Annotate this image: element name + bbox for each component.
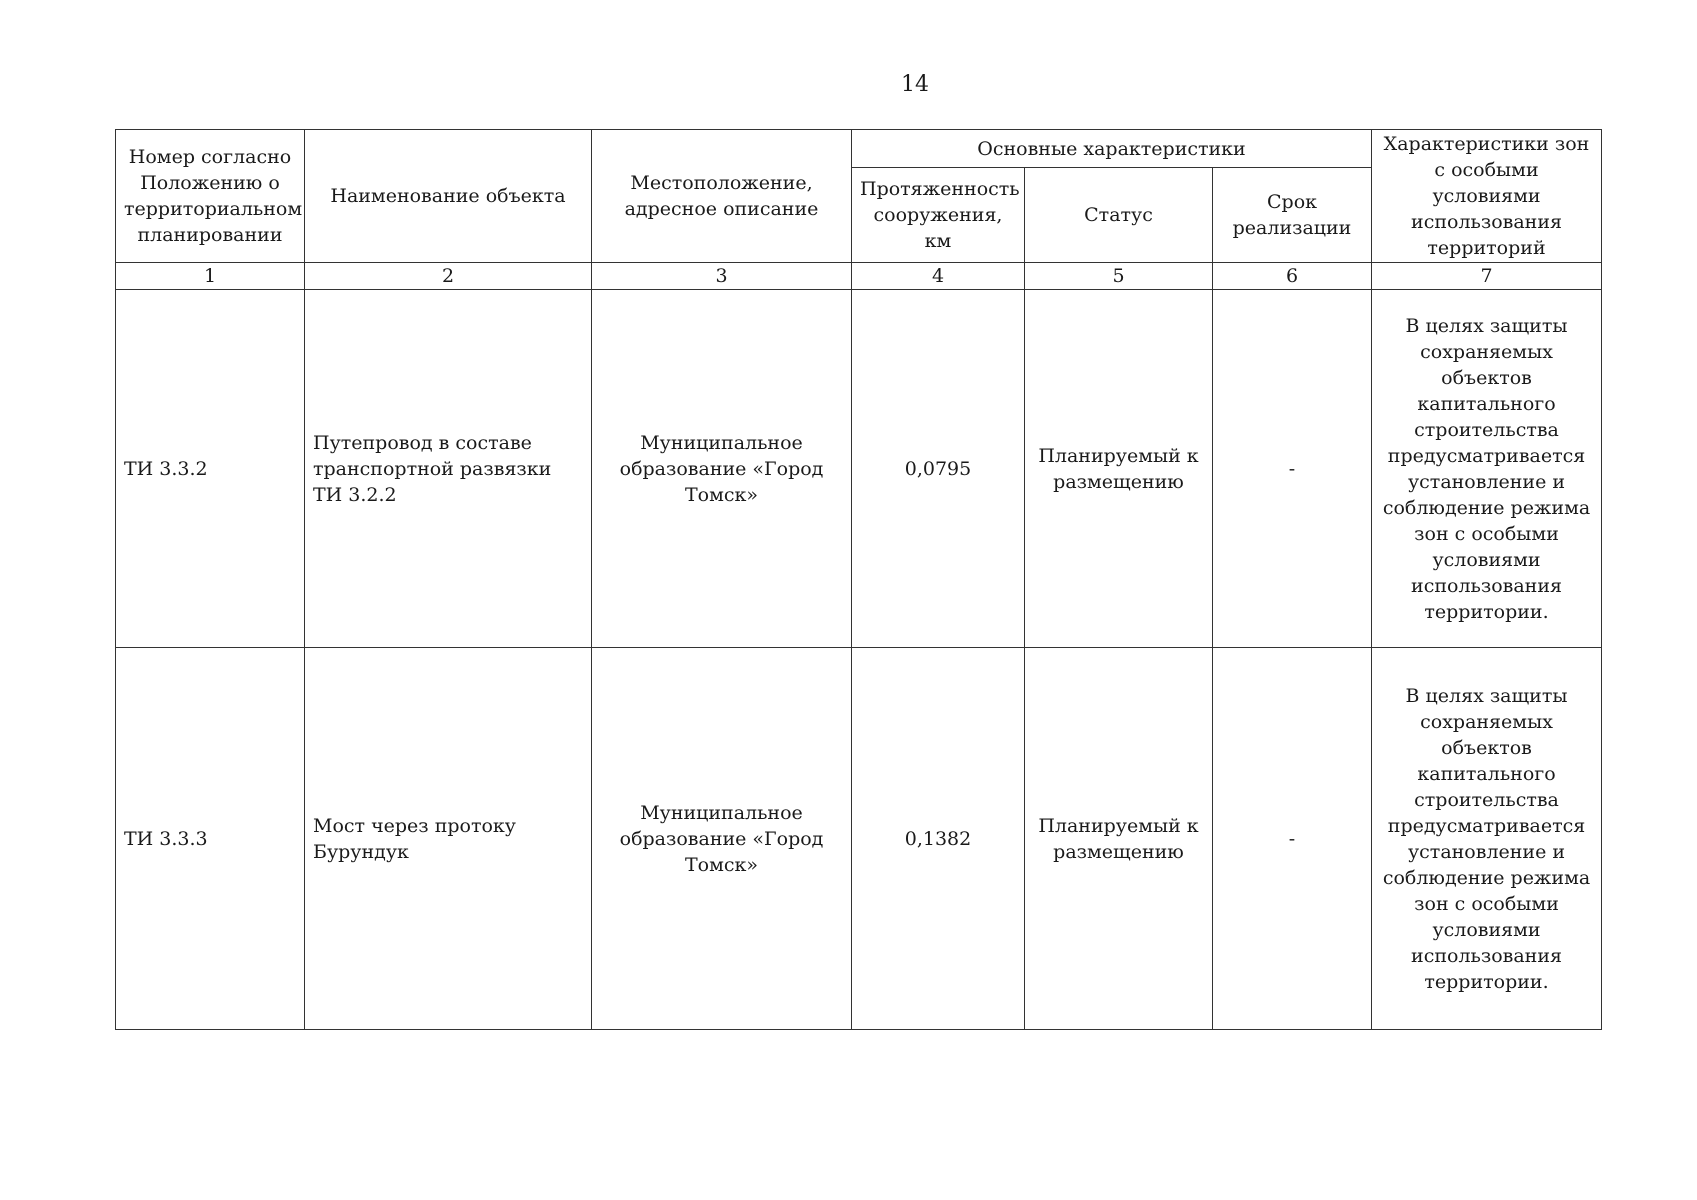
- object-name: Мост через протоку Бурундук: [305, 648, 592, 1030]
- column-number: 1: [116, 263, 305, 290]
- object-term: -: [1213, 290, 1372, 648]
- column-number: 5: [1025, 263, 1213, 290]
- column-number: 4: [852, 263, 1025, 290]
- column-number: 3: [592, 263, 852, 290]
- objects-table: [115, 129, 1602, 1030]
- object-status: Планируемый к размещению: [1025, 290, 1213, 648]
- header-term: Срок реализации: [1213, 168, 1372, 263]
- column-number: 6: [1213, 263, 1372, 290]
- header-main-characteristics: Основные характеристики: [852, 130, 1372, 168]
- column-numbers-row: [116, 263, 1602, 290]
- object-status: Планируемый к размещению: [1025, 648, 1213, 1030]
- table-row: [116, 648, 1602, 1030]
- object-location: Муниципальное образование «Город Томск»: [592, 290, 852, 648]
- object-name: Путепровод в составе транспортной развязки ТИ 3.2.2: [305, 290, 592, 648]
- header-name: Наименование объекта: [305, 130, 592, 263]
- object-number: ТИ 3.3.3: [116, 648, 305, 1030]
- header-length: Протяженность сооружения, км: [852, 168, 1025, 263]
- object-length: 0,1382: [852, 648, 1025, 1030]
- table-row: [116, 290, 1602, 648]
- object-zones: В целях защиты сохраняемых объектов капитального строительства предусматривается установление и соблюдение режима зон с особыми условиями использования территории.: [1372, 290, 1602, 648]
- column-number: 2: [305, 263, 592, 290]
- object-length: 0,0795: [852, 290, 1025, 648]
- object-term: -: [1213, 648, 1372, 1030]
- header-location: Местоположение, адресное описание: [592, 130, 852, 263]
- header-zones: Характеристики зон с особыми условиями использования территорий: [1372, 130, 1602, 263]
- page-number: 14: [901, 72, 929, 97]
- object-number: ТИ 3.3.2: [116, 290, 305, 648]
- object-location: Муниципальное образование «Город Томск»: [592, 648, 852, 1030]
- header-status: Статус: [1025, 168, 1213, 263]
- object-zones: В целях защиты сохраняемых объектов капитального строительства предусматривается установление и соблюдение режима зон с особыми условиями использования территории.: [1372, 648, 1602, 1030]
- column-number: 7: [1372, 263, 1602, 290]
- header-number: Номер согласно Положению о территориальном планировании: [116, 130, 305, 263]
